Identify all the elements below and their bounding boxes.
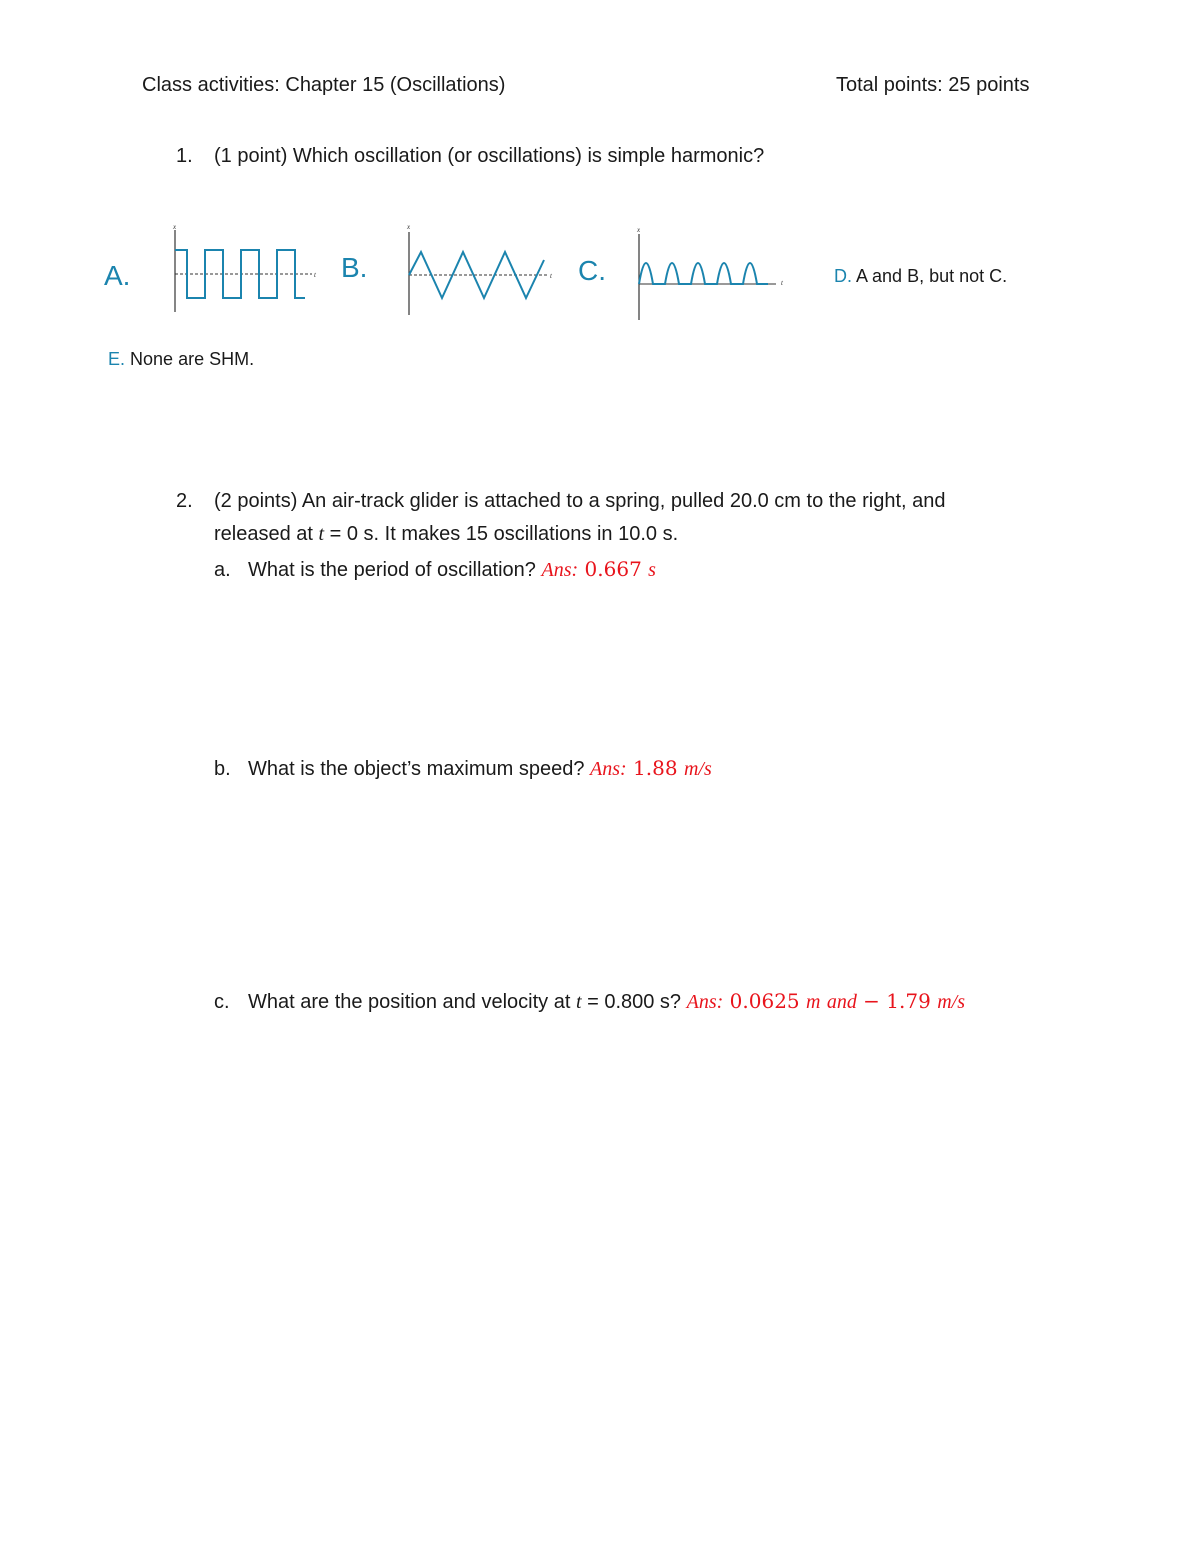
t-axis-label: t bbox=[781, 279, 783, 287]
half-wave-line bbox=[639, 263, 768, 284]
answer-position-value: 0.0625 bbox=[729, 989, 800, 1013]
option-c-letter: C. bbox=[578, 255, 606, 286]
sub-question-text: What are the position and velocity at bbox=[248, 991, 576, 1013]
option-a-square-wave-graph bbox=[165, 220, 325, 330]
option-e-letter: E. bbox=[108, 349, 126, 369]
text-segment: = 0 s. It makes 15 oscillations in 10.0 s. bbox=[324, 523, 679, 545]
time-variable: t bbox=[318, 523, 325, 545]
answer-unit: m/s bbox=[683, 758, 712, 780]
document-title: Class activities: Chapter 15 (Oscillations) bbox=[142, 74, 506, 96]
option-e-text: None are SHM. bbox=[130, 349, 255, 369]
question-2 bbox=[176, 490, 946, 513]
answer-prefix: Ans: bbox=[541, 559, 579, 581]
answer-and: and bbox=[826, 991, 857, 1013]
option-d-letter: D. bbox=[834, 266, 852, 286]
sub-question-text: What is the period of oscillation? bbox=[248, 559, 536, 581]
total-points: Total points: 25 points bbox=[836, 74, 1030, 96]
t-axis-label: t bbox=[550, 272, 552, 280]
sub-label: c. bbox=[214, 991, 230, 1013]
question-text: (1 point) Which oscillation (or oscillations) is simple harmonic? bbox=[214, 145, 765, 167]
answer-position-unit: m bbox=[806, 991, 821, 1013]
option-b-letter: B. bbox=[341, 252, 368, 283]
sub-question-text: = 0.800 s? bbox=[581, 991, 682, 1013]
question-text-line1: (2 points) An air-track glider is attached to a spring, pulled 20.0 cm to the right, and bbox=[214, 490, 946, 512]
x-axis-label: x bbox=[407, 223, 411, 231]
question-1 bbox=[176, 145, 764, 168]
question-2a bbox=[214, 557, 656, 582]
sub-label: a. bbox=[214, 559, 231, 581]
x-axis-label: x bbox=[173, 223, 177, 231]
answer-value: 1.88 bbox=[633, 756, 678, 780]
answer-prefix: Ans: bbox=[590, 758, 627, 780]
answer-unit: s bbox=[648, 559, 656, 581]
question-number: 2. bbox=[176, 490, 193, 512]
x-axis-label: x bbox=[637, 226, 641, 234]
answer-prefix: Ans: bbox=[686, 991, 724, 1013]
option-e bbox=[108, 349, 254, 370]
answer-velocity-unit: m/s bbox=[937, 991, 965, 1013]
question-number: 1. bbox=[176, 145, 193, 167]
option-d-text: A and B, but not C. bbox=[856, 266, 1008, 286]
option-c-half-wave-graph bbox=[628, 220, 798, 330]
t-axis-label: t bbox=[314, 271, 316, 279]
text-segment: released at bbox=[214, 523, 319, 545]
answer-value: 0.667 bbox=[584, 557, 642, 581]
answer bbox=[687, 989, 965, 1013]
sub-label: b. bbox=[214, 758, 231, 780]
option-b-triangle-wave-graph bbox=[400, 220, 560, 330]
question-2c bbox=[214, 989, 965, 1014]
answer bbox=[542, 557, 656, 581]
time-variable: t bbox=[575, 991, 582, 1013]
sub-question-text: What is the object’s maximum speed? bbox=[248, 758, 585, 780]
answer bbox=[590, 756, 712, 780]
answer-velocity-value: − 1.79 bbox=[863, 989, 931, 1013]
question-2-line2 bbox=[214, 523, 678, 546]
question-2b bbox=[214, 756, 712, 781]
option-a-letter: A. bbox=[104, 260, 131, 291]
option-d bbox=[834, 266, 1007, 287]
